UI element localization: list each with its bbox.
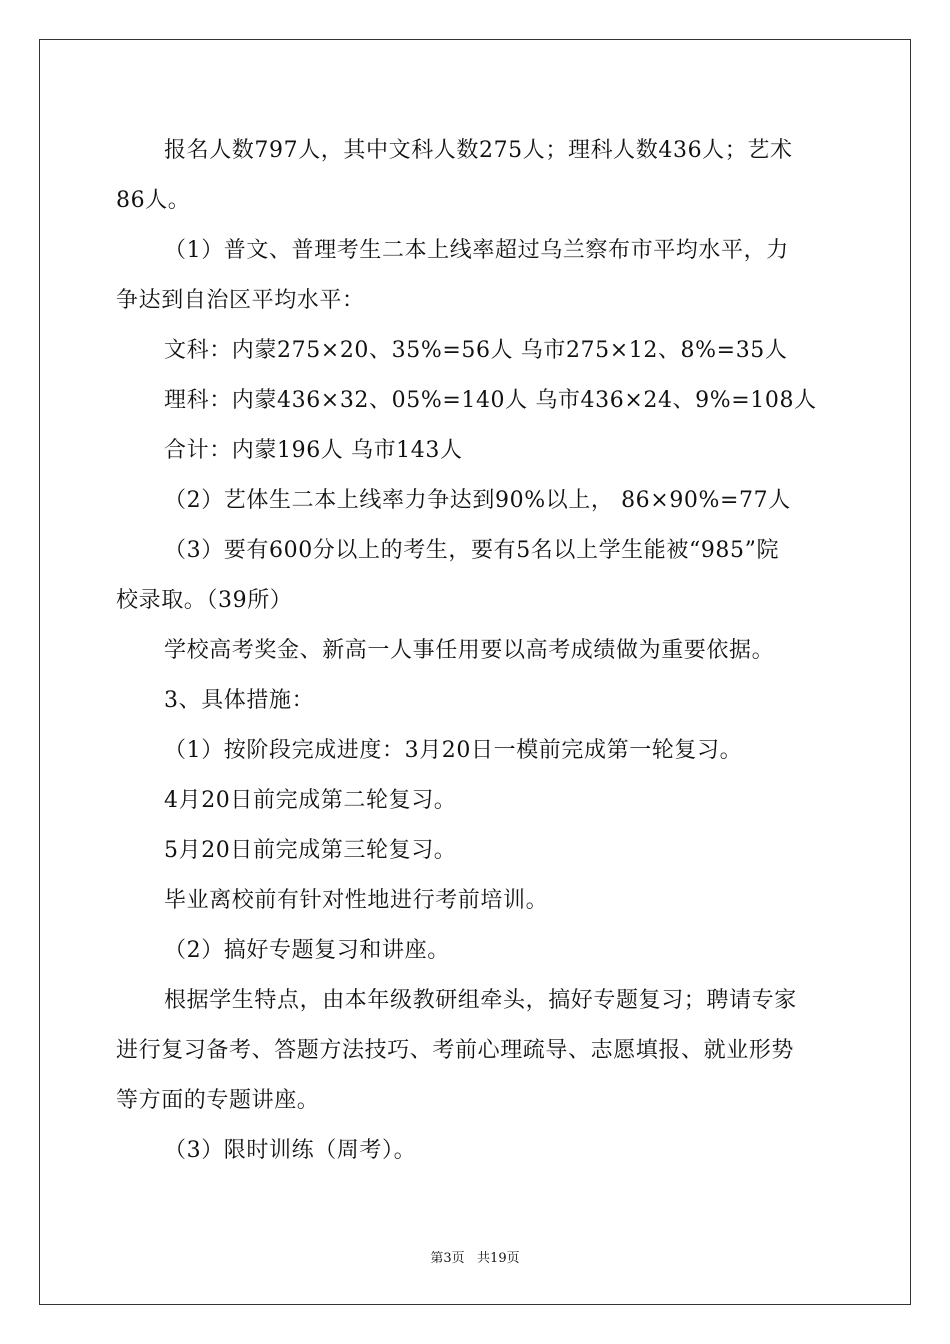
document-body [116,126,836,1176]
paragraph-line: （2）搞好专题复习和讲座。 [164,938,450,963]
paragraph-line: 文科：内蒙275×20、35%=56人 乌市275×12、8%=35人 [164,338,788,363]
paragraph-line: 学校高考奖金、新高一人事任用要以高考成绩做为重要依据。 [164,638,775,663]
paragraph-line: 5月20日前完成第三轮复习。 [164,838,457,863]
page-footer: 第3页 共19页 [430,1251,520,1266]
paragraph-line: 争达到自治区平均水平： [116,288,365,313]
paragraph-line: 根据学生特点，由本年级教研组牵头，搞好专题复习；聘请专家 [164,988,797,1013]
paragraph-line: 86人。 [116,188,191,213]
paragraph-line: （3）限时训练（周考）。 [164,1138,417,1163]
paragraph-line: 理科：内蒙436×32、05%=140人 乌市436×24、9%=108人 [164,388,817,413]
paragraph-line: （1）普文、普理考生二本上线率超过乌兰察布市平均水平，力 [164,238,789,263]
paragraph-line: 进行复习备考、答题方法技巧、考前心理疏导、志愿填报、就业形势 [116,1038,795,1063]
paragraph-line: 合计：内蒙196人 乌市143人 [164,438,463,463]
paragraph-line: 毕业离校前有针对性地进行考前培训。 [164,888,549,913]
paragraph-line: （1）按阶段完成进度：3月20日一模前完成第一轮复习。 [164,738,743,763]
paragraph-line: （3）要有600分以上的考生，要有5名以上学生能被“985”院 [164,538,780,563]
paragraph-line: 4月20日前完成第二轮复习。 [164,788,457,813]
paragraph-line: 3、具体措施： [164,688,315,713]
paragraph-line: 等方面的专题讲座。 [116,1088,320,1113]
paragraph-line: 校录取。（39所） [116,588,293,613]
paragraph-line: 报名人数797人，其中文科人数275人；理科人数436人；艺术 [164,138,793,163]
paragraph-line: （2）艺体生二本上线率力争达到90%以上， 86×90%=77人 [164,488,791,513]
